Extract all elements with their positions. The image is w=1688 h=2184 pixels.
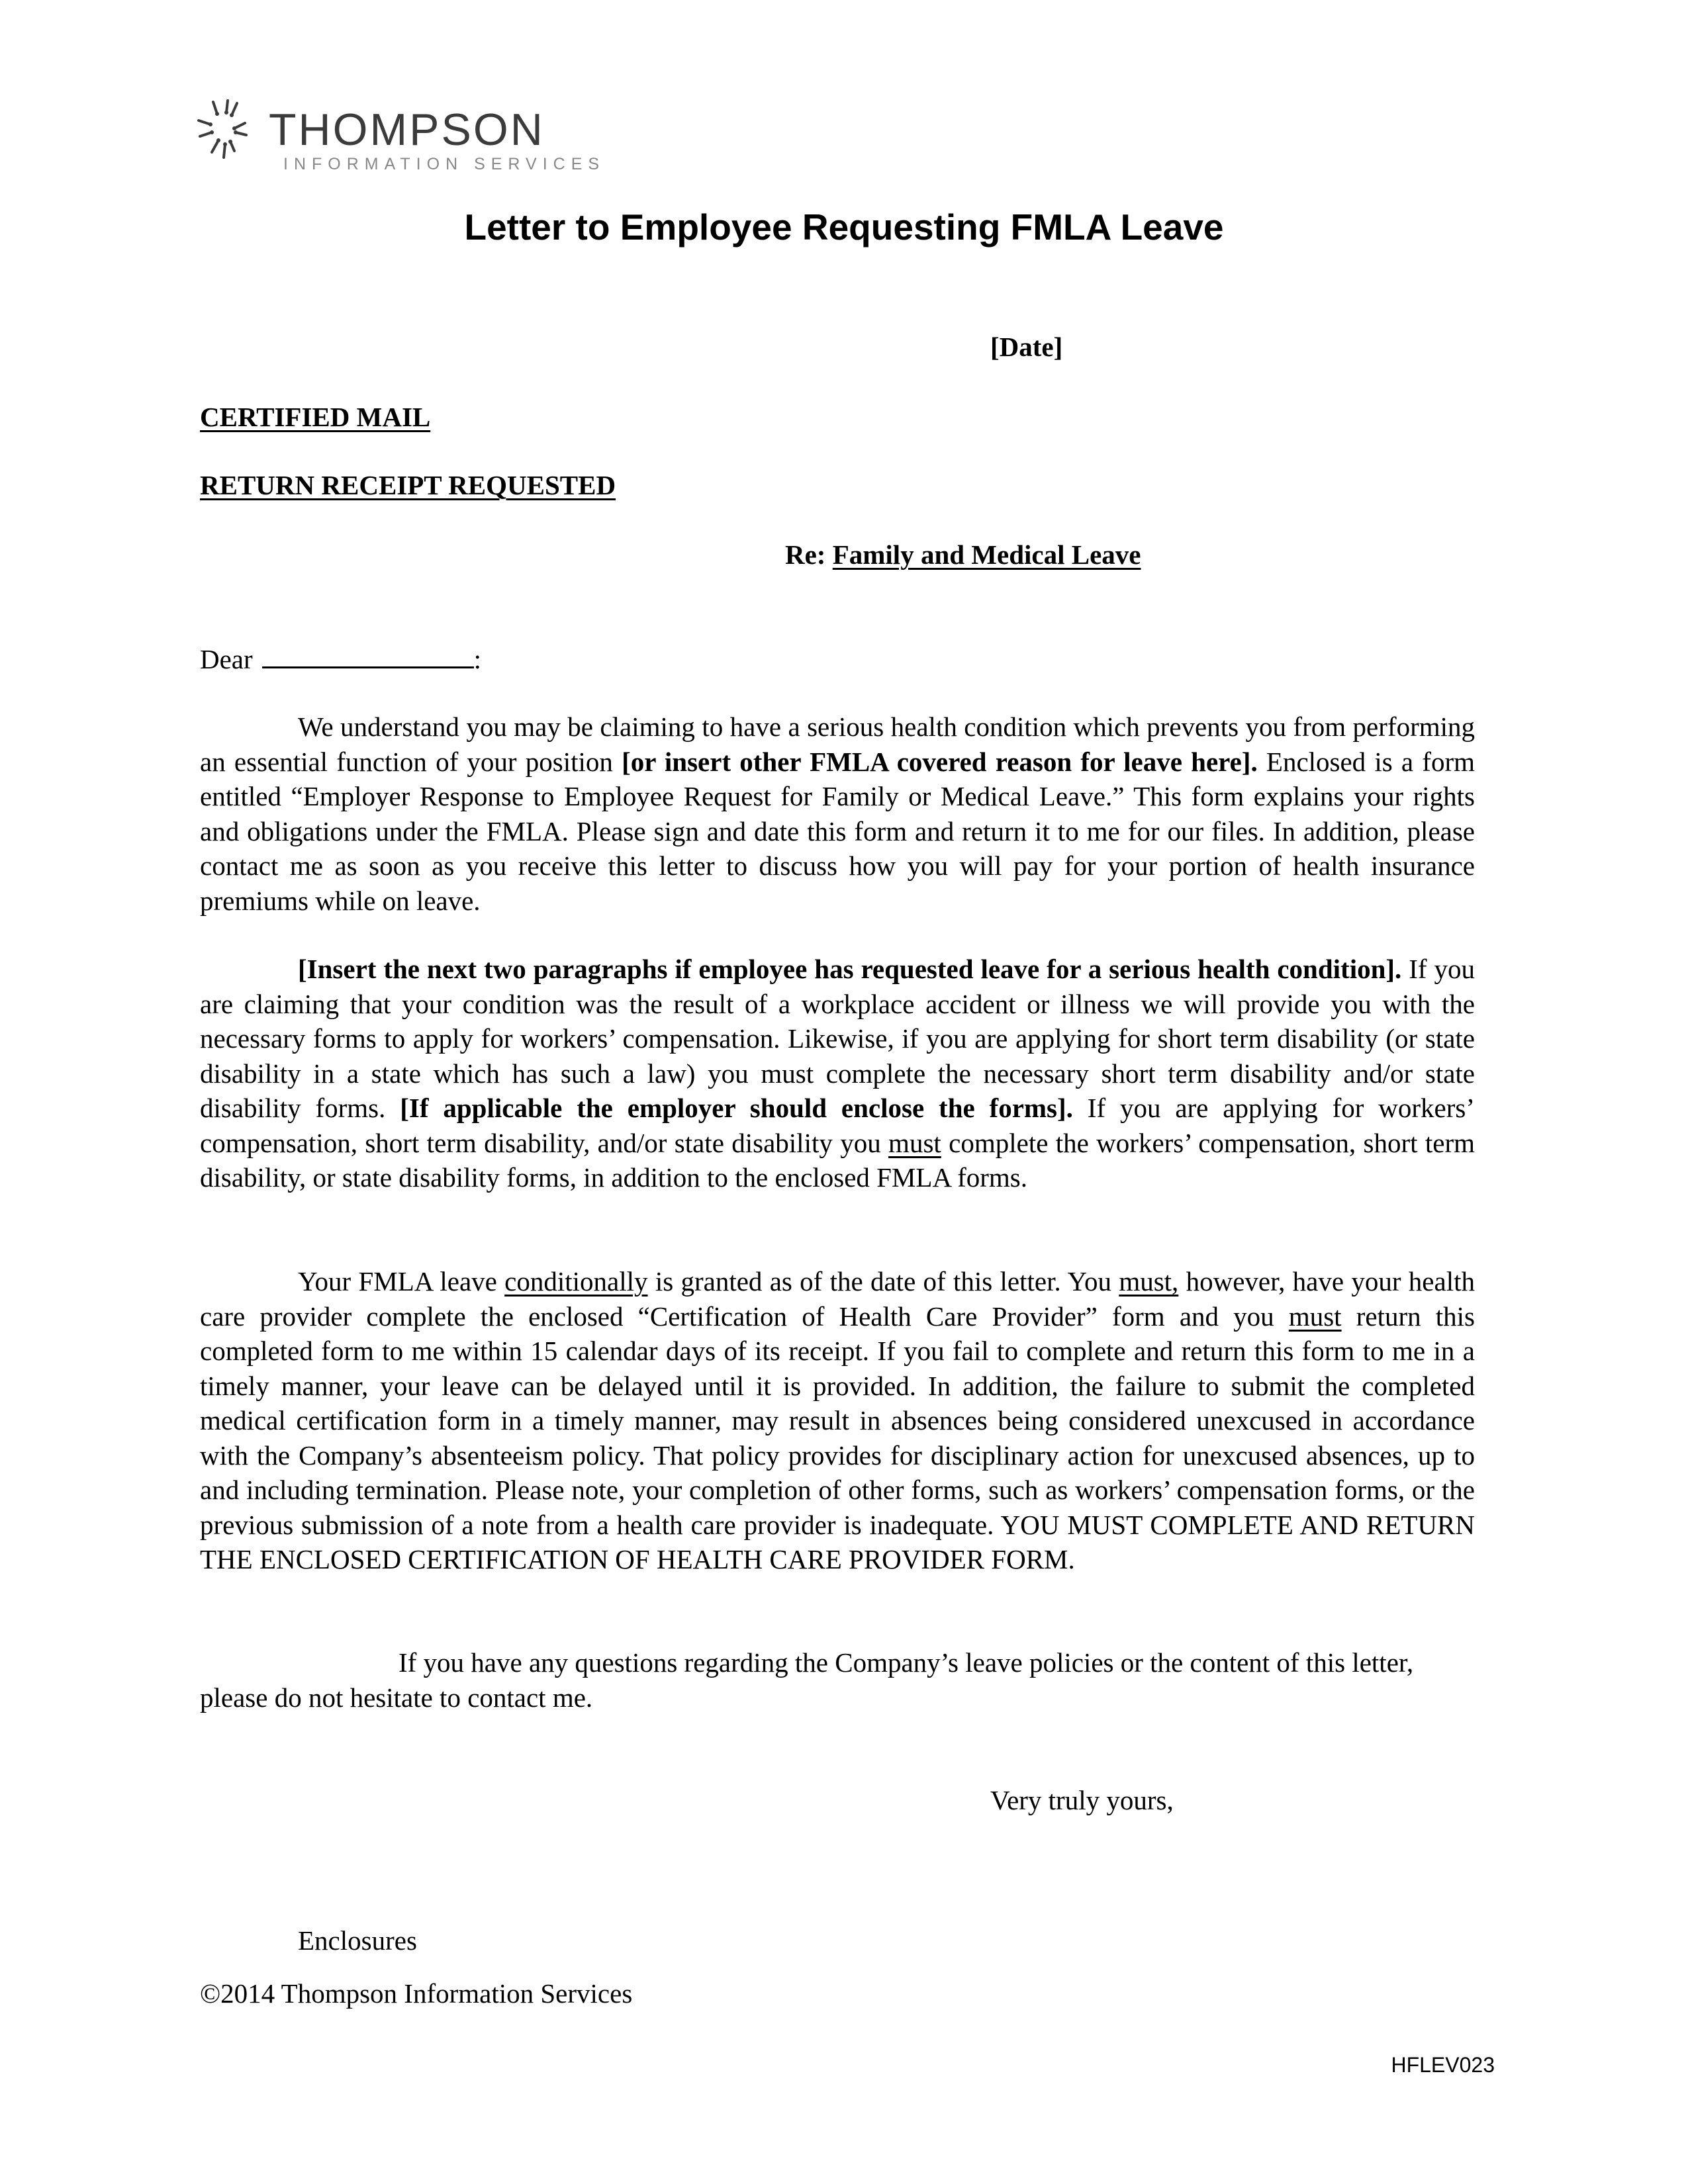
re-label: Re: xyxy=(785,539,826,570)
recipient-name-blank[interactable] xyxy=(262,645,474,668)
company-logo xyxy=(197,98,606,184)
starburst-logo-icon xyxy=(197,98,263,171)
salutation xyxy=(200,642,481,677)
salutation-colon: : xyxy=(473,644,482,674)
salutation-word: Dear xyxy=(200,644,253,674)
copyright: ©2014 Thompson Information Services xyxy=(200,1978,633,2009)
re-line xyxy=(785,537,1141,572)
re-subject: Family and Medical Leave xyxy=(832,539,1141,570)
return-receipt-line: RETURN RECEIPT REQUESTED xyxy=(200,470,616,500)
page-title: Letter to Employee Requesting FMLA Leave xyxy=(464,206,1224,248)
paragraph-2: [Insert the next two paragraphs if employee has requested leave for a serious health condition]. If you are claiming that your condition was the result of a workplace accident or illness we will provide you with the necessary forms to apply for workers’ compensation. Likewise, if you are applying for short term disability (or state disability in a state which has such a law) you must complete the necessary short term disability and/or state disability forms. [If applicable the employer should enclose the forms]. If you are applying for workers’ compensation, short term disability, and/or state disability you must complete the workers’ compensation, short term disability, or state disability forms, in addition to the enclosed FMLA forms. xyxy=(200,954,1475,1193)
paragraph-4: If you have any questions regarding the Company’s leave policies or the content of this letter, please do not hesitate to contact me. xyxy=(200,1647,1414,1713)
logo-tagline: INFORMATION SERVICES xyxy=(283,155,606,173)
date-placeholder: [Date] xyxy=(990,332,1063,362)
document-code: HFLEV023 xyxy=(1391,2053,1495,2077)
paragraph-3: Your FMLA leave conditionally is granted as of the date of this letter. You must, however, have your health care provider complete the enclosed “Certification of Health Care Provider” form and you must return this completed form to me within 15 calendar days of its receipt. If you fail to complete and return this form to me in a timely manner, your leave can be delayed until it is provided. In addition, the failure to submit the completed medical certification form in a timely manner, may result in absences being considered unexcused in accordance with the Company’s absenteeism policy. That policy provides for disciplinary action for unexcused absences, up to and including termination. Please note, your completion of other forms, such as workers’ compensation forms, or the previous submission of a note from a health care provider is inadequate. YOU MUST COMPLETE AND RETURN THE ENCLOSED CERTIFICATION OF HEALTH CARE PROVIDER FORM. xyxy=(200,1266,1475,1574)
certified-mail-line: CERTIFIED MAIL xyxy=(200,402,431,432)
logo-company-name: THOMPSON xyxy=(269,105,545,155)
closing: Very truly yours, xyxy=(990,1785,1174,1815)
paragraph-1: We understand you may be claiming to have a serious health condition which prevents you from performing an essential function of your position [or insert other FMLA covered reason for leave here]. Enclosed is a form entitled “Employer Response to Employee Request for Family or Medical Leave.” This form explains your rights and obligations under the FMLA. Please sign and date this form and return it to me for our files. In addition, please contact me as soon as you receive this letter to discuss how you will pay for your portion of health insurance premiums while on leave. xyxy=(200,711,1475,916)
enclosures: Enclosures xyxy=(298,1925,417,1956)
